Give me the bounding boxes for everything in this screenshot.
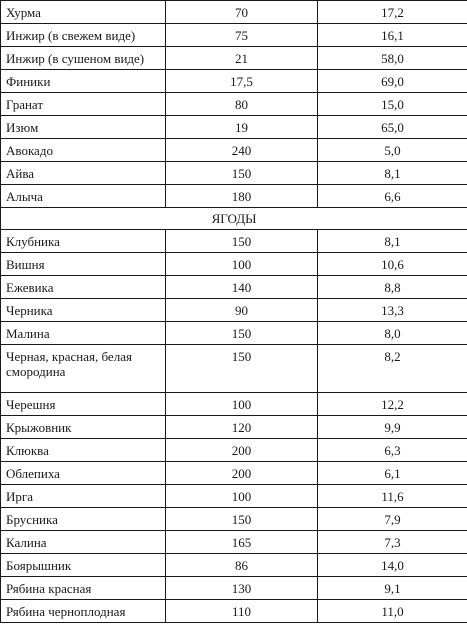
value-2: 17,2 <box>318 1 467 24</box>
product-name: Калина <box>1 531 166 554</box>
value-1: 150 <box>166 162 318 185</box>
table-row <box>1 577 467 600</box>
product-name: Хурма <box>1 1 166 24</box>
product-name: Черная, красная, белая смородина <box>1 345 166 393</box>
product-name: Изюм <box>1 116 166 139</box>
table-row <box>1 162 467 185</box>
product-name: Черешня <box>1 393 166 416</box>
product-name: Ежевика <box>1 276 166 299</box>
value-1: 240 <box>166 139 318 162</box>
table-row <box>1 531 467 554</box>
product-name: Ирга <box>1 485 166 508</box>
value-2: 9,1 <box>318 577 467 600</box>
value-1: 140 <box>166 276 318 299</box>
product-name: Вишня <box>1 253 166 276</box>
table-row <box>1 47 467 70</box>
value-1: 130 <box>166 577 318 600</box>
table-row <box>1 393 467 416</box>
product-name: Рябина черноплодная <box>1 600 166 623</box>
table-row <box>1 70 467 93</box>
value-2: 8,8 <box>318 276 467 299</box>
table-row <box>1 139 467 162</box>
value-2: 6,3 <box>318 439 467 462</box>
table-row <box>1 185 467 208</box>
table-row <box>1 116 467 139</box>
section-heading-berries: ЯГОДЫ <box>1 208 467 230</box>
value-1: 150 <box>166 508 318 531</box>
product-name: Инжир (в сушеном виде) <box>1 47 166 70</box>
value-1: 180 <box>166 185 318 208</box>
value-1: 90 <box>166 299 318 322</box>
value-2: 11,0 <box>318 600 467 623</box>
table-body <box>1 1 467 623</box>
value-2: 65,0 <box>318 116 467 139</box>
value-2: 9,9 <box>318 416 467 439</box>
value-1: 70 <box>166 1 318 24</box>
value-1: 17,5 <box>166 70 318 93</box>
product-name: Клубника <box>1 230 166 253</box>
table-row <box>1 462 467 485</box>
value-1: 100 <box>166 253 318 276</box>
value-1: 150 <box>166 322 318 345</box>
table-row <box>1 439 467 462</box>
value-2: 8,0 <box>318 322 467 345</box>
table-row <box>1 253 467 276</box>
value-2: 10,6 <box>318 253 467 276</box>
value-2: 15,0 <box>318 93 467 116</box>
product-name: Брусника <box>1 508 166 531</box>
value-1: 21 <box>166 47 318 70</box>
value-1: 200 <box>166 439 318 462</box>
value-2: 12,2 <box>318 393 467 416</box>
value-1: 19 <box>166 116 318 139</box>
value-1: 75 <box>166 24 318 47</box>
value-1: 165 <box>166 531 318 554</box>
value-1: 110 <box>166 600 318 623</box>
table-row <box>1 24 467 47</box>
product-name: Айва <box>1 162 166 185</box>
value-1: 200 <box>166 462 318 485</box>
value-2: 16,1 <box>318 24 467 47</box>
table-row <box>1 276 467 299</box>
product-name: Рябина красная <box>1 577 166 600</box>
product-name: Черника <box>1 299 166 322</box>
product-name: Инжир (в свежем виде) <box>1 24 166 47</box>
table-row <box>1 554 467 577</box>
table-row <box>1 600 467 623</box>
product-name: Облепиха <box>1 462 166 485</box>
table-row <box>1 299 467 322</box>
product-name: Алыча <box>1 185 166 208</box>
product-name: Малина <box>1 322 166 345</box>
value-2: 14,0 <box>318 554 467 577</box>
value-1: 150 <box>166 230 318 253</box>
section-row <box>1 208 467 230</box>
table-row <box>1 485 467 508</box>
value-2: 7,9 <box>318 508 467 531</box>
value-1: 120 <box>166 416 318 439</box>
table-row <box>1 345 467 393</box>
value-1: 86 <box>166 554 318 577</box>
value-2: 58,0 <box>318 47 467 70</box>
table-row <box>1 1 467 24</box>
product-name: Финики <box>1 70 166 93</box>
value-1: 100 <box>166 393 318 416</box>
value-2: 8,1 <box>318 230 467 253</box>
value-2: 8,2 <box>318 345 467 393</box>
value-2: 7,3 <box>318 531 467 554</box>
product-name: Крыжовник <box>1 416 166 439</box>
table-row <box>1 416 467 439</box>
value-2: 6,6 <box>318 185 467 208</box>
value-2: 13,3 <box>318 299 467 322</box>
value-1: 100 <box>166 485 318 508</box>
product-name: Клюква <box>1 439 166 462</box>
table-row <box>1 230 467 253</box>
value-2: 11,6 <box>318 485 467 508</box>
value-2: 8,1 <box>318 162 467 185</box>
value-2: 69,0 <box>318 70 467 93</box>
table-row <box>1 322 467 345</box>
table-row <box>1 508 467 531</box>
value-2: 5,0 <box>318 139 467 162</box>
product-name: Боярышник <box>1 554 166 577</box>
value-1: 150 <box>166 345 318 393</box>
value-1: 80 <box>166 93 318 116</box>
product-name: Гранат <box>1 93 166 116</box>
table-row <box>1 93 467 116</box>
value-2: 6,1 <box>318 462 467 485</box>
product-name: Авокадо <box>1 139 166 162</box>
